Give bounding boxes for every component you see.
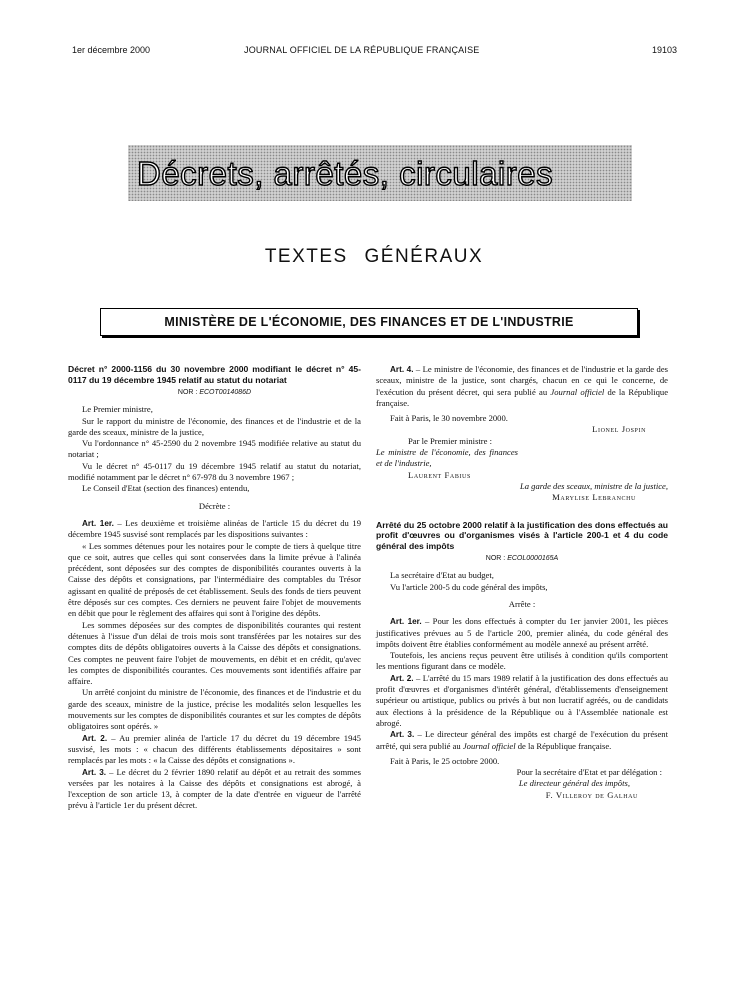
arrete-art1-p2: Toutefois, les anciens reçus peuvent être utilisés à condition qu'ils comportent les mentions figurant dans ce modèle. xyxy=(376,650,668,672)
arrete-word: Arrête : xyxy=(508,598,536,609)
ministry-box xyxy=(100,308,638,336)
left-column xyxy=(68,364,361,812)
decree-decrete: Décrète : xyxy=(198,500,231,511)
arrete-director-role: Le directeur général des impôts, xyxy=(518,778,630,789)
decree-min-eco-name: Laurent Fabius xyxy=(408,469,471,480)
decree-min-eco-role: Le ministre de l'économie, des finances et de l'industrie, xyxy=(376,447,518,469)
arrete-director-name: F. Villeroy de Galhau xyxy=(545,789,638,800)
banner-title: Décrets, arrêtés, circulaires xyxy=(137,155,554,192)
arrete-done: Fait à Paris, le 25 octobre 2000. xyxy=(390,755,500,766)
decree-p1: Le Premier ministre, xyxy=(82,404,153,415)
issue-date: 1er décembre 2000 xyxy=(72,45,151,55)
decree-quote-2: Les sommes déposées sur des comptes de disponibilités courantes qui restent détenues à l'issue d'un délai de trois mois sont transférées par les notaires sur des comptes dits de dépôts obligatoires ouverts à la Caisse des dépôts et consignations. Ces comptes ne peuvent faire l'objet de mouvements, en débit et en crédit, qu'avec les comptes de disponibilités courantes. Ces mouvements sont identifiés affaire par affaire. xyxy=(68,619,361,687)
arrete-art3: Art. 3. – Le directeur général des impôts est chargé de l'exécution du présent arrêté, qui sera publié au Journal officiel de la République française. xyxy=(376,729,668,751)
decree-art4: Art. 4. – Le ministre de l'économie, des finances et de l'industrie et la garde des sceaux, ministre de la justice, sont chargés, chacun en ce qui le concerne, de l'exécution du présent décret, qui sera publié au Journal officiel de la République française. xyxy=(376,364,669,408)
arrete-nor: NOR : ECOL0000165A xyxy=(485,555,559,563)
arrete-p1: La secrétaire d'Etat au budget, xyxy=(390,570,494,581)
arrete-delegation: Pour la secrétaire d'Etat et par délégation : xyxy=(516,767,662,778)
decree-title: Décret n° 2000-1156 du 30 novembre 2000 modifiant le décret n° 45-0117 du 19 décembre 1945 relatif au statut du notariat xyxy=(68,364,361,385)
decree-quote-3: Un arrêté conjoint du ministre de l'économie, des finances et de l'industrie et du garde des sceaux, ministre de la justice, précise les modalités selon lesquelles les mouvements sur les comptes de disponibilités courantes et sur les comptes de dépôts obligatoires sont opérés. » xyxy=(68,687,361,732)
arrete-title: Arrêté du 25 octobre 2000 relatif à la justification des dons effectués au profit d'œuvres ou d'organismes visés à l'article 200-1 et 4 du code général des impôts xyxy=(376,519,668,551)
ministry-title: MINISTÈRE DE L'ÉCONOMIE, DES FINANCES ET DE L'INDUSTRIE xyxy=(164,315,574,329)
decree-p4: Vu le décret n° 45-0117 du 19 décembre 1945 relatif au statut du notariat, modifié notamment par le décret n° 67-978 du 3 novembre 1967 ; xyxy=(68,460,361,483)
decree-garde-role: La garde des sceaux, ministre de la justice, xyxy=(519,480,668,491)
decree-p5: Le Conseil d'Etat (section des finances) entendu, xyxy=(82,483,250,494)
decree-p3: Vu l'ordonnance n° 45-2590 du 2 novembre 1945 modifiée relative au statut du notariat ; xyxy=(68,438,361,460)
decree-signature-pm: Lionel Jospin xyxy=(592,424,646,435)
running-header xyxy=(0,45,748,59)
decree-garde-name: Marylise Lebranchu xyxy=(552,492,636,503)
decree-art1: Art. 1er. – Les deuxième et troisième alinéas de l'article 15 du décret du 19 décembre 1945 susvisé sont remplacés par les dispositions suivantes : xyxy=(68,517,361,540)
decree-art2: Art. 2. – Au premier alinéa de l'article 17 du décret du 19 décembre 1945 susvisé, les mots : « chacun des différents établissements dépositaires » sont remplacés par les mots : « la Caisse des dépôts et consignations ». xyxy=(68,732,361,766)
decree-quote-1: « Les sommes détenues pour les notaires pour le compte de tiers à quelque titre que ce soit, autres que celles qui sont conservées dans la limite prévue à l'alinéa précédent, sont déposées sur des comptes de disponibilités courantes ouverts à la Caisse des dépôts et consignations, par l'intermédiaire des comptables du Trésor agissant en qualité de préposés de cet établissement. Seuls des fonds de tiers peuvent être déposés sur ces comptes. Ces derniers ne peuvent faire l'objet de mouvements en débit que pour le règlement des affaires qui sont à l'origine des dépôts. xyxy=(68,540,361,619)
section-title: TEXTES GÉNÉRAUX xyxy=(264,246,484,267)
arrete-art1: Art. 1er. – Pour les dons effectués à compter du 1er janvier 2001, les pièces justificatives prévues au 5 de l'article 200, premier alinéa, du code général des impôts doivent être établies conformément au modèle annexé au présent arrêté. xyxy=(376,616,668,649)
journal-title: JOURNAL OFFICIEL DE LA RÉPUBLIQUE FRANÇAISE xyxy=(244,45,480,55)
right-column xyxy=(376,364,668,801)
decree-done: Fait à Paris, le 30 novembre 2000. xyxy=(390,413,508,424)
arrete-art2: Art. 2. – L'arrêté du 15 mars 1989 relatif à la justification des dons effectués au profit d'œuvres et d'organismes d'intérêt général, d'établissements d'enseignement supérieur ou artistique, publics ou privés à but non lucratif agréés, ou de candidats aux élections à la présidence de la République ou à l'Assemblée nationale est abrogé. xyxy=(376,672,668,728)
decree-art3: Art. 3. – Le décret du 2 février 1890 relatif au dépôt et au retrait des sommes versées par les notaires à la Caisse des dépôts et consignations est abrogé, à l'exception de son article 13, à compter de la date d'entrée en vigueur de l'arrêté prévu à l'article 1er du présent décret. xyxy=(68,766,361,811)
arrete-p2: Vu l'article 200-5 du code général des impôts, xyxy=(390,581,548,592)
page-number: 19103 xyxy=(652,45,678,55)
decree-p2: Sur le rapport du ministre de l'économie, des finances et de l'industrie et de la garde des sceaux, ministre de la justice, xyxy=(68,415,361,437)
decree-nor: NOR : ECOT0014086D xyxy=(177,389,252,396)
decree-par-pm: Par le Premier ministre : xyxy=(408,435,493,446)
